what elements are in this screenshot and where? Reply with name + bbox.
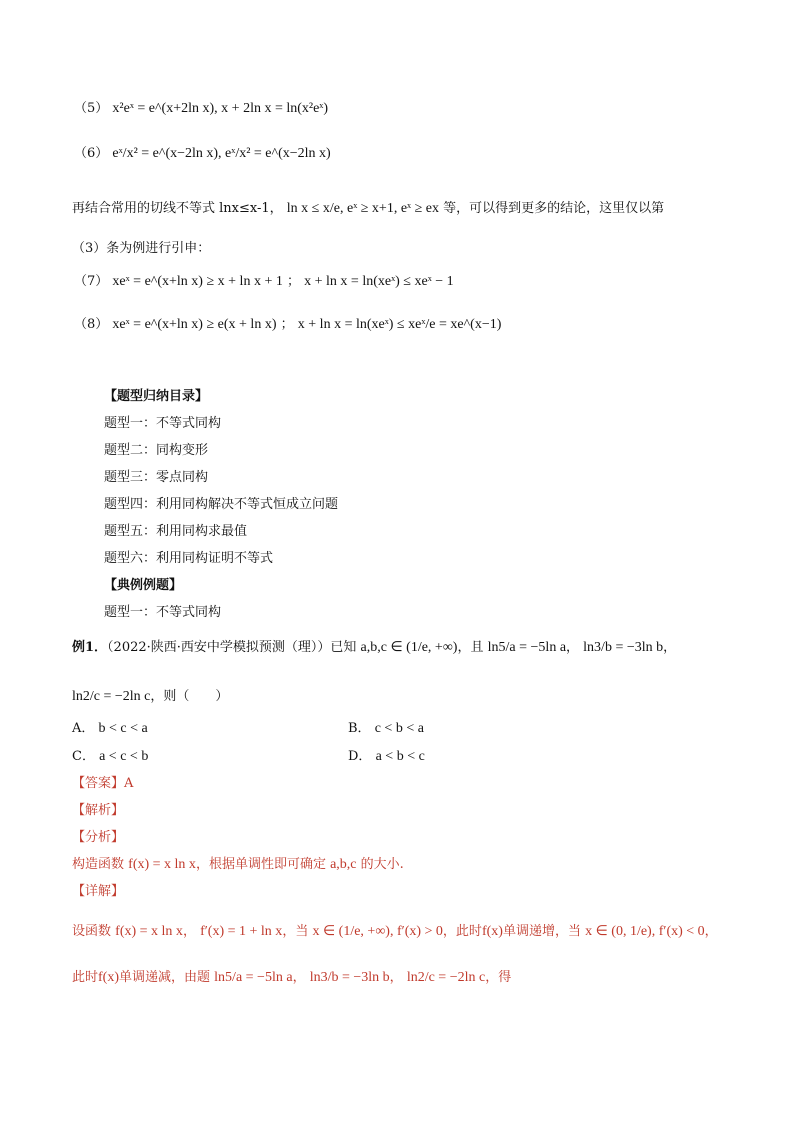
intro-line bbox=[72, 202, 664, 216]
fenxi-text: 构造函数 bbox=[72, 857, 125, 872]
fenxi-text-3: 的大小. bbox=[360, 857, 404, 872]
detail-eq1: ln5/a = −5ln a bbox=[214, 970, 293, 985]
detail-text-5: 此时 bbox=[72, 970, 99, 985]
intro-text-3: （3）条为例进行引申： bbox=[72, 241, 211, 256]
example-condition: a,b,c ∈ (1/e, +∞) bbox=[360, 640, 458, 655]
section-title: 题型一：不等式同构 bbox=[104, 605, 222, 620]
formula-7 bbox=[74, 275, 454, 289]
item-number: （5） bbox=[74, 101, 109, 116]
intro-text-2: 等，可以得到更多的结论，这里仅以第 bbox=[443, 201, 665, 216]
menu-item: 题型四：利用同构解决不等式恒成立问题 bbox=[104, 497, 339, 512]
separator: ； bbox=[286, 274, 300, 289]
option-letter: B． bbox=[348, 721, 371, 736]
option-text: b < c < a bbox=[98, 721, 148, 736]
option-text: a < b < c bbox=[375, 749, 425, 764]
detail-fx-2: f(x) bbox=[98, 970, 120, 985]
detail-fx: f(x) bbox=[481, 924, 503, 939]
formula-6 bbox=[74, 147, 331, 161]
formula-text-2: x + ln x = ln(xeˣ) ≤ xeˣ − 1 bbox=[304, 274, 454, 289]
detail-interval-2: x ∈ (0, 1/e), f′(x) < 0 bbox=[585, 924, 705, 939]
intro-text: 再结合常用的切线不等式 lnx≤x-1， bbox=[72, 201, 283, 216]
detail-text-2: ，当 bbox=[282, 924, 309, 939]
formula-8 bbox=[74, 318, 501, 332]
item-number: （6） bbox=[74, 146, 109, 161]
option-letter: A． bbox=[72, 721, 95, 736]
menu-item: 题型六：利用同构证明不等式 bbox=[104, 551, 274, 566]
option-c[interactable] bbox=[72, 750, 148, 764]
formula-5 bbox=[74, 102, 328, 116]
formula-text: eˣ/x² = e^(x−2ln x), eˣ/x² = e^(x−2ln x) bbox=[112, 146, 331, 161]
example-and: ，且 bbox=[457, 640, 484, 655]
menu-item: 题型一：不等式同构 bbox=[104, 416, 222, 431]
examples-header: 【典例例题】 bbox=[104, 578, 183, 593]
formula-text-2: x + ln x = ln(xeˣ) ≤ xeˣ/e = xe^(x−1) bbox=[297, 317, 502, 332]
menu-item: 题型三：零点同构 bbox=[104, 470, 209, 485]
fenxi-label: 【分析】 bbox=[72, 830, 125, 845]
example-eq3: ln2/c = −2ln c bbox=[72, 689, 151, 704]
intro-line-2 bbox=[72, 242, 210, 255]
detail-text-7: ，得 bbox=[485, 970, 512, 985]
menu-header: 【题型归纳目录】 bbox=[104, 389, 209, 404]
detail-derivative: f′(x) = 1 + ln x bbox=[200, 924, 283, 939]
option-b[interactable] bbox=[348, 722, 424, 736]
example-eq1: ln5/a = −5ln a bbox=[487, 640, 567, 655]
option-letter: C． bbox=[72, 749, 95, 764]
item-number: （7） bbox=[74, 274, 109, 289]
intro-formula: ln x ≤ x/e, eˣ ≥ x+1, eˣ ≥ ex bbox=[286, 201, 439, 216]
detail-eq3: ln2/c = −2ln c bbox=[406, 970, 486, 985]
fenxi-line bbox=[72, 858, 404, 872]
detail-text-6: 单调递减，由题 bbox=[119, 970, 211, 985]
detail-label: 【详解】 bbox=[72, 884, 125, 899]
option-text: a < c < b bbox=[99, 749, 149, 764]
detail-formula: f(x) = x ln x bbox=[115, 924, 183, 939]
fenxi-vars: a,b,c bbox=[330, 857, 357, 872]
separator: ； bbox=[280, 317, 294, 332]
answer-label: 【答案】 bbox=[72, 776, 125, 791]
analysis-label: 【解析】 bbox=[72, 803, 125, 818]
example-source: （2022·陕西·西安中学模拟预测（理））已知 bbox=[107, 640, 357, 655]
detail-text: 设函数 bbox=[72, 924, 112, 939]
answer-line bbox=[72, 777, 133, 790]
menu-item: 题型二：同构变形 bbox=[104, 443, 209, 458]
option-text: c < b < a bbox=[374, 721, 424, 736]
option-letter: D． bbox=[348, 749, 372, 764]
example-1-line-2 bbox=[72, 690, 228, 704]
item-number: （8） bbox=[74, 317, 109, 332]
answer-value: A bbox=[124, 776, 134, 791]
detail-line-1: 设函数 f(x) = x ln x， f′(x) = 1 + ln x，当 x ∈ (1/e, +∞), f′(x) > 0，此时f(x)单调递增，当 x ∈ (0, 1/e), f′(x) < 0， bbox=[72, 924, 718, 939]
detail-line-2: 此时f(x)单调递减，由题 ln5/a = −5ln a， ln3/b = −3ln b， ln2/c = −2ln c，得 bbox=[72, 970, 512, 985]
formula-text: xeˣ = e^(x+ln x) ≥ x + ln x + 1 bbox=[112, 274, 283, 289]
option-d[interactable] bbox=[348, 750, 425, 764]
example-eq2: ln3/b = −3ln b bbox=[583, 640, 664, 655]
detail-text-3: ，此时 bbox=[442, 924, 482, 939]
fenxi-text-2: ，根据单调性即可确定 bbox=[195, 857, 326, 872]
example-1-line: 例1．（2022·陕西·西安中学模拟预测（理））已知 a,b,c ∈ (1/e, +∞)，且 ln5/a = −5ln a， ln3/b = −3ln b， bbox=[72, 640, 677, 655]
example-label: 例1． bbox=[72, 640, 108, 655]
fenxi-formula: f(x) = x ln x bbox=[128, 857, 196, 872]
formula-text: x²eˣ = e^(x+2ln x), x + 2ln x = ln(x²eˣ) bbox=[112, 101, 329, 116]
detail-text-4: 单调递增，当 bbox=[502, 924, 581, 939]
formula-text: xeˣ = e^(x+ln x) ≥ e(x + ln x) bbox=[112, 317, 277, 332]
menu-item: 题型五：利用同构求最值 bbox=[104, 524, 248, 539]
option-a[interactable] bbox=[72, 722, 148, 736]
detail-interval-1: x ∈ (1/e, +∞), f′(x) > 0 bbox=[312, 924, 443, 939]
detail-eq2: ln3/b = −3ln b bbox=[309, 970, 390, 985]
example-then: ，则（ ） bbox=[150, 689, 229, 704]
